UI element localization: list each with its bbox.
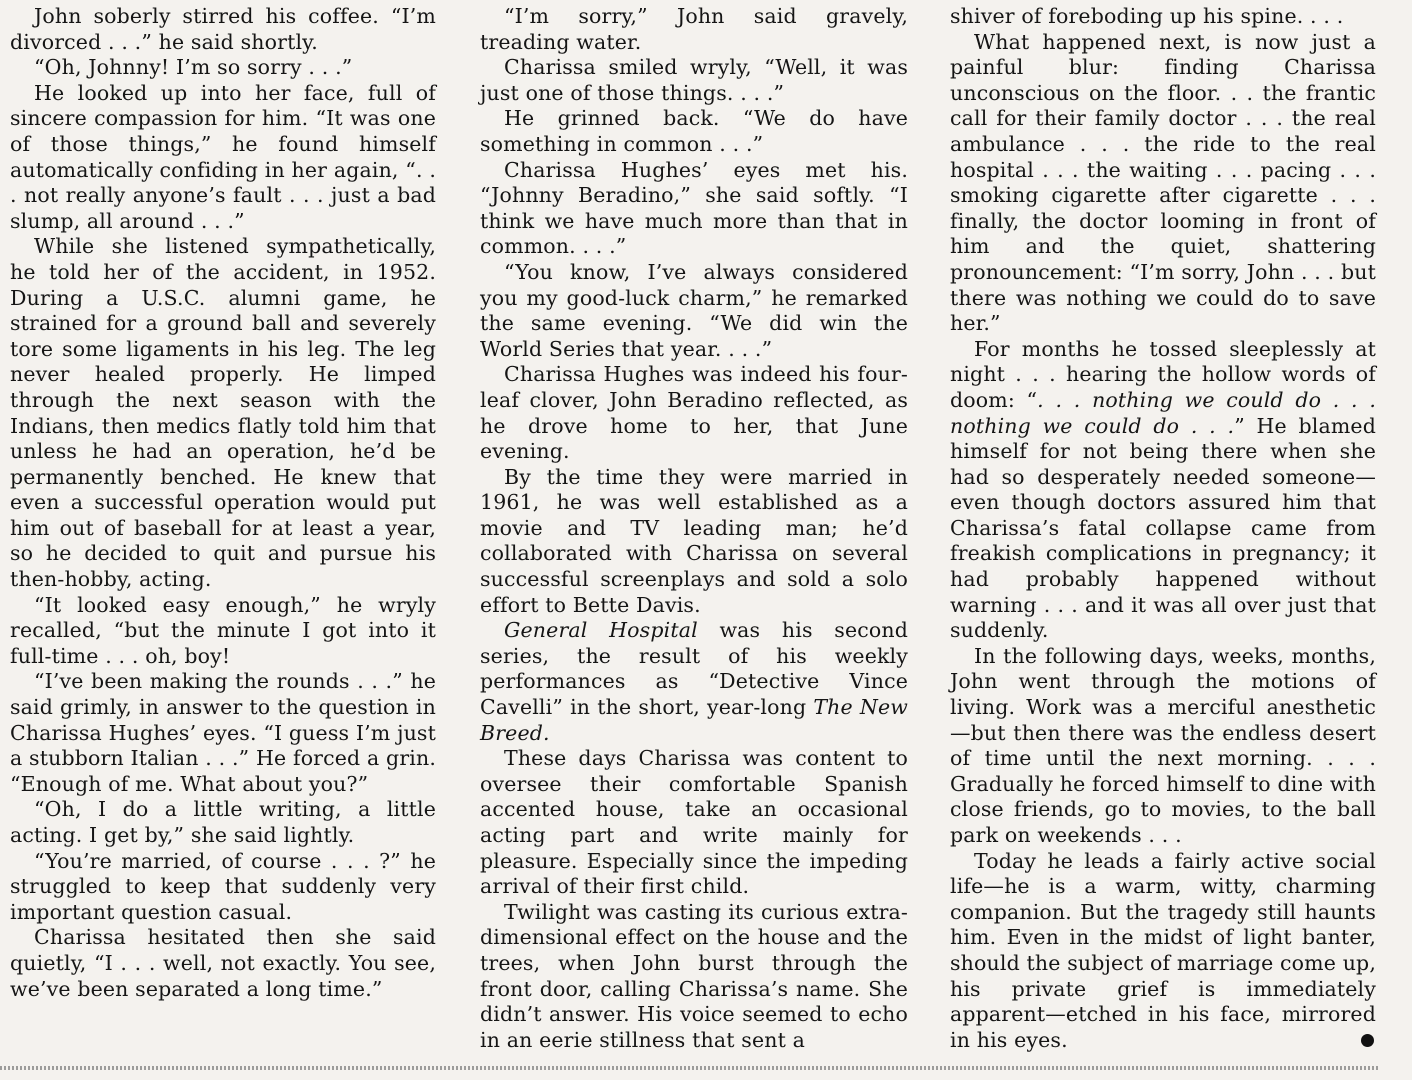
paragraph: shiver of foreboding up his spine. . . . [950,4,1344,28]
article-column-2 [480,4,908,1053]
paragraph: Charissa Hughes was indeed his four-leaf clover, John Beradino reflected, as he drove home to her, that June evening. [480,362,908,464]
paragraph: “Oh, I do a little writing, a little acting. I get by,” she said lightly. [10,797,436,847]
paragraph: He grinned back. “We do have something in common . . .” [480,106,908,156]
paragraph: Charissa smiled wryly, “Well, it was just one of those things. . . .” [480,55,908,105]
article-column-3 [950,4,1376,1053]
paragraph: “You know, I’ve always considered you my good-luck charm,” he remarked the same evening. “We did win the World Series that year. . . .” [480,259,908,361]
paragraph: In the following days, weeks, months, John went through the motions of living. Work was a merciful anesthetic —but then there was the endless desert of time until the next morning. . . . Gradually he forced himself to dine with close friends, go to movies, to the ball park on weekends . . . [950,643,1376,847]
paragraph: By the time they were married in 1961, he was well established as a movie and TV leading man; he’d collaborated with Charissa on several successful screenplays and sold a solo effort to Bette Davis. [480,464,908,617]
paragraph: Charissa hesitated then she said quietly, “I . . . well, not exactly. You see, we’ve been separated a long time.” [10,925,436,1001]
paragraph-text: For months he tossed sleeplessly at night . . . hearing the hollow words of doom: “ [950,336,1376,412]
show-title-general-hospital: General Hospital [504,618,698,643]
dotted-divider [0,1066,1380,1070]
paragraph: “You’re married, of course . . . ?” he struggled to keep that suddenly very important question casual. [10,848,436,924]
paragraph [950,849,1376,1054]
article-column-1 [10,4,436,1002]
paragraph [480,618,908,746]
paragraph [950,337,1376,644]
paragraph: “Oh, Johnny! I’m so sorry . . .” [34,55,353,80]
paragraph: He looked up into her face, full of sincere compassion for him. “It was one of those things,” he found himself automatically confiding in her again, “. . . not really anyone’s fault . . . just a bad slump, all around . . .” [10,80,436,233]
paragraph: These days Charissa was content to oversee their comfortable Spanish accented house, take an occasional acting part and write mainly for pleasure. Especially since the impeding arrival of their first child. [480,746,908,899]
paragraph: “I’m sorry,” John said gravely, treading water. [480,4,908,54]
paragraph-text: was his second series, the result of his weekly performances as “Detective Vince Cavelli” in the short, year-long [480,618,909,720]
paragraph-text: Today he leads a fairly active social life—he is a warm, witty, charming companion. But the tragedy still haunts him. Even in the midst of light banter, should the subject of marriage come up, his private grief is immediately apparent—etched in his face, mirrored in his eyes. [950,848,1376,1052]
paragraph-text: ” He blamed himself for not being there when she had so desperately needed someone—even though doctors assured him that Charissa’s fatal collapse came from freakish complications in pregnancy; it had probably happened without warning . . . and it was all over just that suddenly. [950,413,1376,643]
paragraph: Charissa Hughes’ eyes met his. “Johnny Beradino,” she said softly. “I think we have much more than that in common. . . .” [480,157,908,259]
paragraph: Twilight was casting its curious extra-dimensional effect on the house and the trees, when John burst through the front door, calling Charissa’s name. She didn’t answer. His voice seemed to echo in an eerie stillness that sent a [480,899,908,1052]
paragraph: While she listened sympathetically, he told her of the accident, in 1952. During a U.S.C. alumni game, he strained for a ground ball and severely tore some ligaments in his leg. The leg never healed properly. He limped through the next season with the Indians, then medics flatly told him that unless he had an operation, he’d be permanently benched. He knew that even a successful operation would put him out of baseball for at least a year, so he decided to quit and pursue his then-hobby, acting. [10,234,436,592]
end-of-article-bullet-icon [1361,1034,1374,1047]
paragraph: John soberly stirred his coffee. “I’m divorced . . .” he said shortly. [10,4,436,54]
paragraph: “It looked easy enough,” he wryly recalled, “but the minute I got into it full-time . . . oh, boy! [10,592,436,668]
show-title-new-breed: The New Breed. [480,695,908,745]
paragraph: “I’ve been making the rounds . . .” he said grimly, in answer to the question in Charissa Hughes’ eyes. “I guess I’m just a stubborn Italian . . .” He forced a grin. “Enough of me. What about you?” [10,669,436,796]
paragraph: What happened next, is now just a painful blur: finding Charissa unconscious on the floor. . . the frantic call for their family doctor . . . the real ambulance . . . the ride to the real hospital . . . the waiting . . . pacing . . . smoking cigarette after cigarette . . . finally, the doctor looming in front of him and the quiet, shattering pronouncement: “I’m sorry, John . . . but there was nothing we could do to save her.” [950,29,1376,336]
italic-quote: . . . nothing we could do . . . nothing we could do . . . [950,387,1376,438]
